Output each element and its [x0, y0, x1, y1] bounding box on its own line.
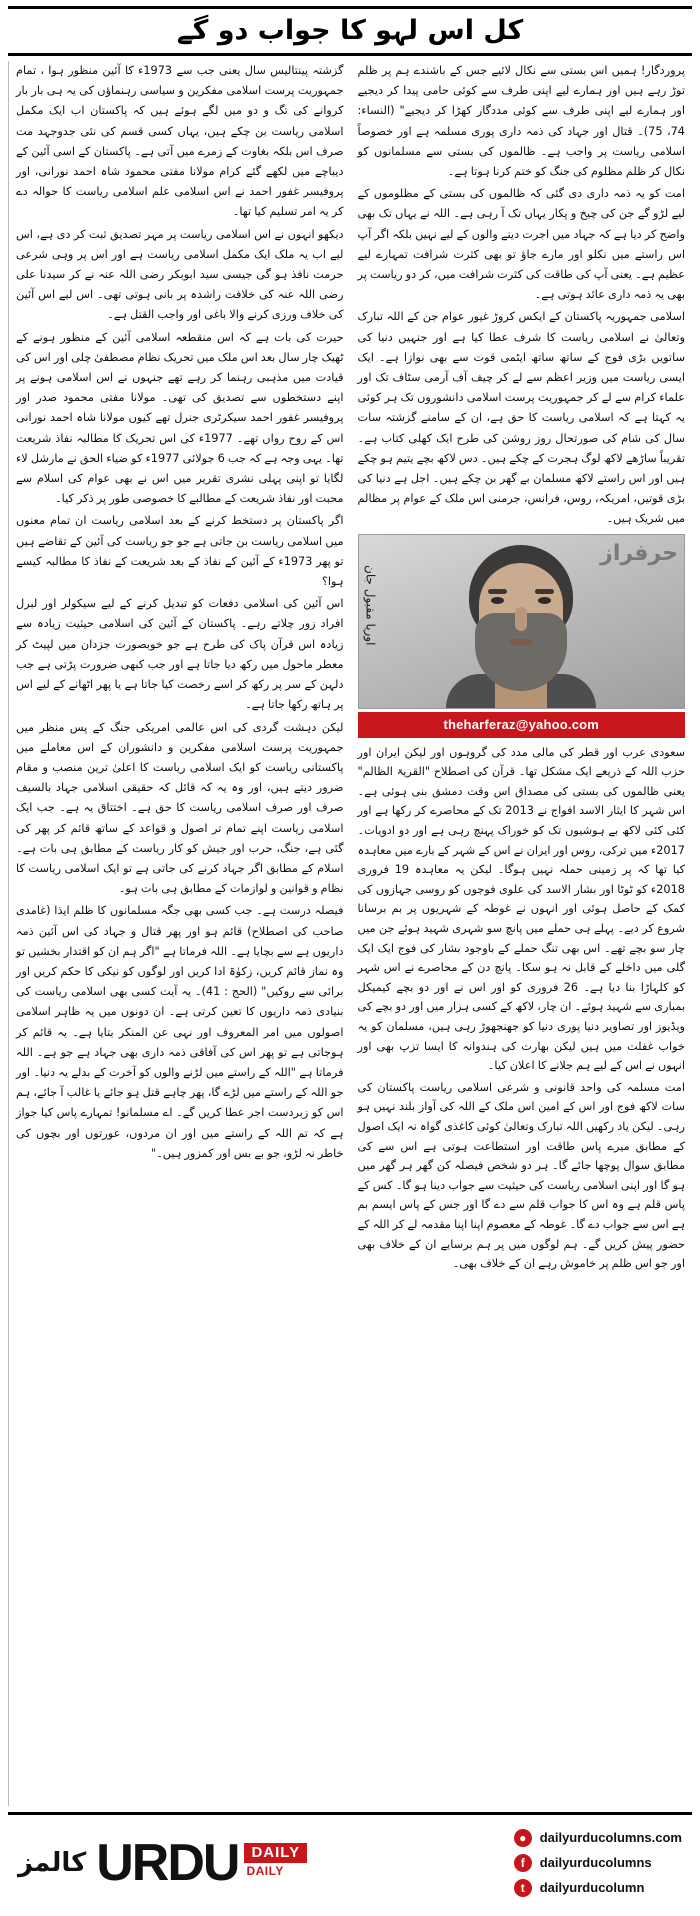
paragraph: فیصلہ درست ہے۔ جب کسی بھی جگہ مسلمانوں کا ظلم ایذا (غامدی صاحب کی اصطلاح) قائم ہو اور پھر قتال و جہاد کی اس آئین ذمہ داریوں ہے سے بچایا ہے۔ اللہ فرماتا ہے "اگر ہم ان کو اقتدار بخشیں تو وہ نماز قائم کریں، زکوٰۃ ادا کریں اور لوگوں کو نیکی کا حکم کریں اور برائی سے روکیں" (الحج : 41)۔ یہ آیت کسی بھی اسلامی ریاست کی بنیادی ذمہ داریوں کا تعین کرتی ہے۔ ان دونوں میں یہ ظاہر اسلامی اصولوں میں امر المعروف اور نہی عن المنکر بتایا ہے۔ یہ قائم کر ہوجاتی ہے تو پھر اس کی آفاقی ذمہ داری بھی جہاد ہے جو ہے۔ اللہ فرماتا ہے "اللہ کے راستے میں لڑنے والوں کو آخرت کے بدلے یہ دنیا۔ اور جو اللہ کے راستے میں لڑے گا، پھر چاہے قتل ہو جائے یا غالب آ جائے، ہم اس کو زبردست اجر عطا کریں گے۔ اے مسلمانو! تمہارے پاس کیا جواز ہے کہ تم اللہ کے راستے میں اور ان مردوں، عورتوں اور بچوں کی خاطر نہ لڑو، جو بے بس اور کمزور ہیں۔"	[16, 904, 344, 1160]
social-row-twitter[interactable]	[514, 1879, 682, 1897]
facebook-handle[interactable]: dailyurducolumns	[539, 1855, 652, 1870]
paragraph: اس آئین کی اسلامی دفعات کو تبدیل کرنے کے لیے سیکولر اور لبرل افراد زور چلاتے رہے۔ پاکستان کے آئین کی اسلامی حیثیت زیادہ سے زیادہ اس قرآن پاک کی طرح ہے جو خوبصورت جزدان میں لپیٹ کر معطر ماحول میں رکھ دیا جاتا ہے اور جب کبھی ضرورت پڑتی ہے جب دلہن کے سر پر رکھ کر اسے رخصت کیا جاتا ہے یا پھر اٹھانے کے لیے اس پر ہاتھ رکھا جاتا ہے۔	[16, 597, 344, 712]
brand-daily-tagline: DAILY	[246, 1863, 284, 1878]
photo-eyebrow-left	[488, 589, 507, 594]
photo-eye-right	[538, 597, 551, 604]
photo-mouth	[510, 639, 532, 645]
paragraph: دیکھو انہوں نے اس اسلامی ریاست پر مہر تصدیق ثبت کر دی ہے، اس لیے اب یہ ملک ایک مکمل اسلامی ریاست ہے اور اس پر وہی شرعی حرمت نافذ ہو گی جیسی سید ابوبکر رضی اللہ عنہ نے کر سیدنا علی رضی اللہ عنہ کی خلافت راشدہ پر بانی ہوتی تھی۔ اس لیے اس آئین کی خلاف ورزی کرنے والا باغی اور واجب القتل ہے۔	[16, 227, 344, 322]
twitter-handle[interactable]: dailyurducolumn	[539, 1880, 645, 1895]
facebook-icon: f	[514, 1854, 532, 1872]
social-row-facebook[interactable]	[514, 1854, 682, 1872]
brand-logo	[18, 1833, 307, 1892]
brand-daily-block	[244, 1843, 307, 1877]
paragraph: حیرت کی بات ہے کہ اس منقطعہ اسلامی آئین کے منظور ہونے کے ٹھیک چار سال بعد اس ملک میں تحریک نظام مصطفیٰ چلی اور اس کی قیادت میں مذہبی رہنما کر رہے تھے جنہوں نے اس اسلامی ہونے پر اپنے دستخطوں سے تصدیق کی تھی۔ مولانا مفتی محمود صدر اور پروفیسر غفور احمد سیکرٹری جنرل تھے کیوں مولانا شاہ احمد نورانی اس کے روح رواں تھے۔ 1977ء کی اس تحریک کا مطالبہ نفاذ شریعت تھا۔ یہی وجہ ہے کہ جب 6 جولائی 1977ء کو ضیاء الحق نے مارشل لاء لگایا تو اپنی پہلی نشری تقریر میں اس نے بھی عوام کی اسلام سے محبت اور نفاذ شریعت کے مطالبے کا خصوصی طور پر ذکر کیا۔	[16, 330, 344, 506]
website-url[interactable]: dailyurducolumns.com	[539, 1830, 682, 1845]
author-name: اوریا مقبول جان	[363, 564, 378, 646]
paragraph: اگر پاکستان پر دستخط کرنے کے بعد اسلامی ریاست ان تمام معنوں میں اسلامی ریاست بن جاتی ہے جو جو ریاست کی آئین کے تقاضے ہیں تو پھر 1973ء کے آئین کے نفاذ کے بعد شریعت کے نفاذ کا مطالبہ کیسے ہوا؟	[16, 514, 344, 589]
globe-icon: ●	[514, 1829, 532, 1847]
column-right	[8, 61, 351, 1806]
article-columns	[8, 61, 692, 1806]
paragraph: امت کو یہ ذمہ داری دی گئی کہ ظالموں کی بستی کے مظلوموں کے لیے لڑو گے جن کی چیخ و پکار یہاں تک آ رہی ہے۔ اللہ نے یہاں تک بھی واضح کر دیا ہے کہ جہاد میں اجرت دینے والوں کے لیے نہیں بلکہ اگر آپ اس راستے میں نکلو اور مارے جاؤ تو بھی کثرت شرافت تمہارے لیے عظیم ہے۔ یعنی آپ کی طاقت کی کثرت شرافت میں، کر دو ریاست پر بھی یہ ذمہ داری عائد ہوتی ہے۔	[357, 187, 685, 302]
page-title: کل اس لہو کا جواب دو گے	[176, 15, 524, 46]
photo-nose	[515, 607, 527, 631]
photo-eyebrow-right	[535, 589, 554, 594]
paragraph: سعودی عرب اور قطر کی مالی مدد کی گروہوں اور لیکن ایران اور حزب اللہ کے ذریعے ایک مشکل تھا۔ قرآن کی اصطلاح "القریۃ الظالم" یعنی ظالموں کی بستی کی مصداق اس وقت دمشق بنی ہوئی ہے۔ اس شہر کا ایثار الاسد افواج نے 2013 تک کے محاصرے کر رکھا ہے اور کئی کئی لاکھ بے ہوشیوں تک کو خوراک پہنچ رہی ہے اور دو ادویات۔ 2017ء میں ترکی، روس اور ایران نے اس کے شہر کے بارے میں معاہدہ کیا تھا کہ پر زمینی حملہ نہیں ہوگا۔ لیکن یہ معاہدہ 19 فروری 2018ء کو ٹوٹا اور بشار الاسد کی علوی فوجوں کو روسی جہازوں کی کمک کے حاصل ہوئی اور انہوں نے غوطہ کے شہریوں پر بم برسانا شروع کر دیے۔ پہلے ہی حملے میں پانچ سو شہری شہید ہوئے جن میں چار سو بچے تھے۔ اس بھی تنگ حملے کے باوجود بشار کی فوج ایک ایک گلی میں داخلے کے قابل نہ ہو سکا۔ پانچ دن کے محاصرے نے اس شہر کو کلہاڑا بنا دیا ہے۔ 26 فروری کو اور اس نے اور دو بچے کیمیکل بمباری سے شہید ہوئے۔ ان چار، لاکھ کے کسی ہزار میں اور دو بچے کی ویڈیوز اور تصاویر دنیا پوری دنیا کو جھنجھوڑ رہی ہیں، مسلمان کو یہ خواب غفلت میں ہیں لیکن بھارت کی ہندوانہ کا ایسا تزپ بھی اور انہوں نے اس کے لیے ہم جلانے کا اعلان کیا۔	[357, 745, 685, 1073]
page-footer	[8, 1812, 692, 1906]
author-photo	[358, 534, 686, 709]
paragraph: امت مسلمہ کی واحد قانونی و شرعی اسلامی ریاست پاکستان کی سات لاکھ فوج اور اس کے امین اس ملک کے اللہ کی آواز بلند نہیں ہو رہی۔ لیکن یاد رکھیں اللہ تبارک وتعالیٰ کوئی کاغذی گواہ نہ ایک اصول کے مطابق میرے پاس طاقت اور استطاعت ہوتی ہے اس سے کی مطابق سوال پوچھا جائے گا۔ ہر دو شخص فیصلہ کن گھر ہر گھر میں ہو گا اور اپنی اسلامی ریاست کی حیثیت سے جواب دینا ہو گا۔ کس کے پاس قلم ہے وہ اس کا جواب قلم سے دے گا اور جس کے پاس ایسم بم ہے اس سے جواب دے گا۔ غوطہ کے معصوم اپنا اپنا مقدمہ لے کر اللہ کے حضور پیش کریں گے۔ ہم لوگوں میں پر ہم برسایے ان کے خلاف بھی اور جو اس ظلم پر خاموش رہے ان کے خلاف بھی۔	[357, 1080, 685, 1271]
twitter-icon: t	[514, 1879, 532, 1897]
brand-daily-badge: DAILY	[244, 1843, 307, 1863]
photo-eye-left	[491, 597, 504, 604]
social-links	[514, 1829, 682, 1897]
author-block	[358, 534, 686, 738]
author-email[interactable]: theharferaz@yahoo.com	[358, 712, 686, 738]
page-title-bar	[8, 6, 692, 56]
paragraph: گزشتہ پینتالیس سال یعنی جب سے 1973ء کا آئین منظور ہوا ، تمام جمہوریت پرست اسلامی مفکرین و سیاسی رہنماؤں کی یہ ہی بار بار کروانے کی تگ و دو میں لگے ہوئے ہیں کہ پاکستان اب ایک مکمل اسلامی ریاست بن چکے ہیں، یہاں کسی قسم کی نئی جدوجہد مت صرف اس بلکہ بغاوت کے زمرے میں آتی ہے۔ پاکستان کے اسی آئین کے دیباچے میں لکھے گئے کرام مولانا مفتی محمود شاہ احمد نورانی، اور پروفیسر غفور احمد نے اس اسلامی علم اسلامی ریاست کا حوالہ دے کر یہ امر تسلیم کیا تھا۔	[16, 64, 344, 219]
brand-kalumz: کالمز	[18, 1847, 87, 1878]
harferaz-logo: حرفراز	[600, 540, 678, 566]
paragraph: اسلامی جمہوریہ پاکستان کے ایکس کروڑ غیور عوام جن کے اللہ تبارک وتعالیٰ نے اسلامی ریاست کا شرف عطا کیا ہے اور جنہیں دنیا کی ساتویں بڑی فوج کے ساتھ ساتھ ایٹمی قوت سے بھی نوازا ہے۔ ایک ایسی ریاست میں وزیر اعظم سے لے کر چیف آف آرمی سٹاف تک اور علماء کرام سے لے کر جمہوریت پرست اسلامی دانشوروں تک ہر کوئی یہ کہتا ہے کہ اسلامی ریاست کا حق ہے، ان کے سامنے گزشتہ سات سال کی شام کی صورتحال روز روشن کی طرح ایک کھلی کتاب ہے۔ تقریباً ساڑھے لاکھ لوگ ہجرت کے چکے ہیں۔ دس لاکھ بچے یتیم ہو چکے ہیں اور اس راستے لاکھ مسلمان بے گھر بن چکے ہیں۔ اجل ہے دنیا کی بڑی قوتیں، امریکہ، روس، فرانس، جرمنی اس ملک کے عوام پر مظالم میں شریک ہیں۔	[357, 310, 685, 526]
brand-urdu: URDU	[96, 1833, 239, 1892]
column-left	[351, 61, 693, 1806]
paragraph: پروردگار! ہمیں اس بستی سے نکال لائیے جس کے باشندے ہم پر ظلم توڑ رہے ہیں اور ہمارے لیے اپنی طرف سے کوئی حامی پیدا کر دیجیے اور ہمارے لیے اپنی طرف سے کوئی مددگار کھڑا کر دیجیے" (النساء: 74، 75)۔ قتال اور جہاد کی ذمہ داری پوری مسلمہ ہے اور خصوصاً اسلامی ریاست پر واجب ہے۔ ظالموں کی بستی سے مسلمانوں کو نکال کر ظلم مظلوم کی جنگ کو ختم کرنا ہوتا ہے۔	[357, 64, 685, 179]
paragraph: لیکن دہشت گردی کی اس عالمی امریکی جنگ کے پس منظر میں جمہوریت پرست اسلامی مفکرین و دانشوران کے اس معاملے میں پاکستانی ریاست کو ایک اسلامی ریاست کا اعلیٰ ترین منصب و مقام ضرور دیتے ہیں، اور وہ یہ کہ قائل کہ حقیقی اسلامی جہاد بالسیف صرف اور صرف اسلامی ریاست کا حق ہے۔ اختتاق یہ ہے۔ جب ایک اسلامی ریاست اپنے تمام تر اصول و قواعد کے ساتھ قائم کر پھر کی گئی ہے، جنگ، حرب اور جیش کو کار ریاست کے مطابق ہی بات ہے۔ اسلام کے مطابق اگر جہاد کرنے کی جاتی ہے تو ایک اسلامی ریاست کا نظام و قوانین و لوازمات کے مطابق ہی بات ہو۔	[16, 720, 344, 896]
social-row-website[interactable]	[514, 1829, 682, 1847]
